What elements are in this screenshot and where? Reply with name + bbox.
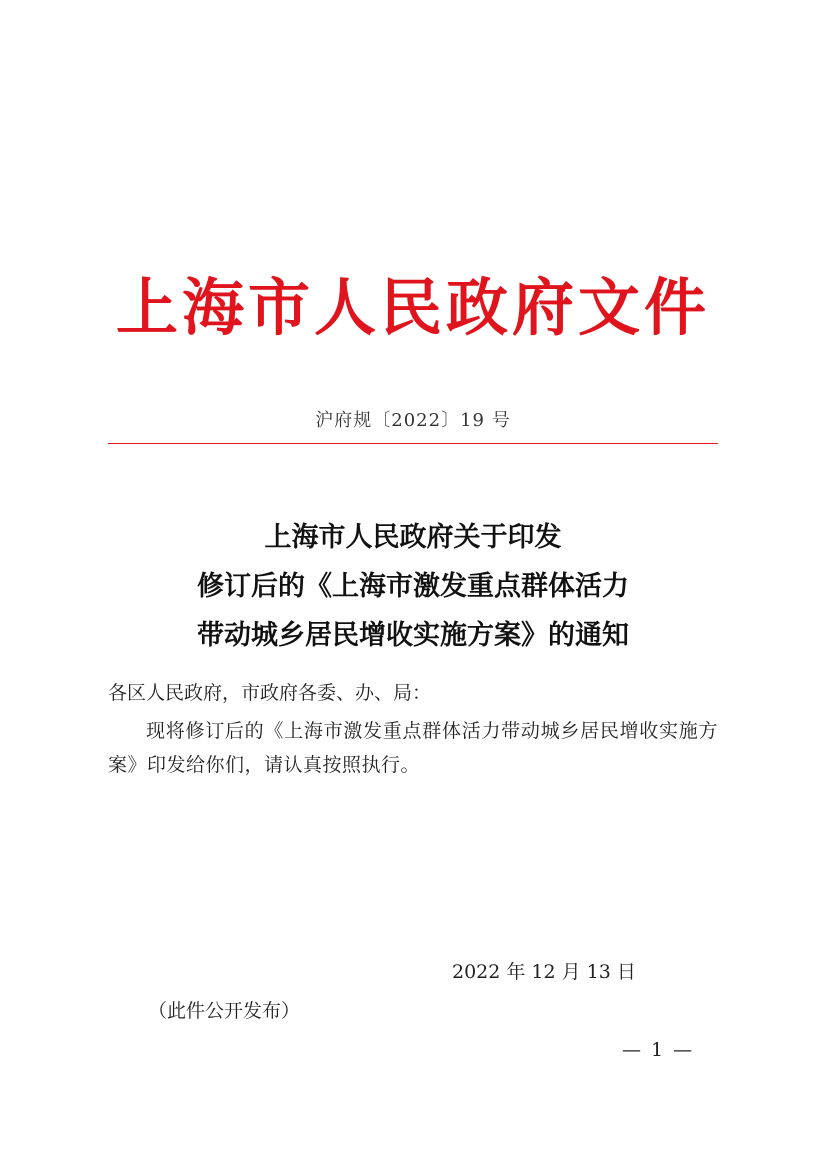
salutation: 各区人民政府，市政府各委、办、局： (108, 682, 432, 704)
document-number: 沪府规〔2022〕19 号 (315, 410, 511, 431)
body-paragraph: 现将修订后的《上海市激发重点群体活力带动城乡居民增收实施方案》印发给你们，请认真按照执行。 (108, 720, 718, 776)
page-number: — 1 — (622, 1039, 695, 1061)
document-title (0, 513, 826, 660)
document-masthead: 上海市人民政府文件 (115, 271, 710, 344)
red-separator-line (108, 443, 718, 444)
title-line-3: 带动城乡居民增收实施方案》的通知 (197, 620, 629, 651)
publication-note: （此件公开发布） (148, 1000, 301, 1022)
title-line-1: 上海市人民政府关于印发 (264, 522, 562, 553)
issue-date: 2022 年 12 月 13 日 (452, 961, 636, 983)
title-line-2: 修订后的《上海市激发重点群体活力 (197, 571, 629, 602)
